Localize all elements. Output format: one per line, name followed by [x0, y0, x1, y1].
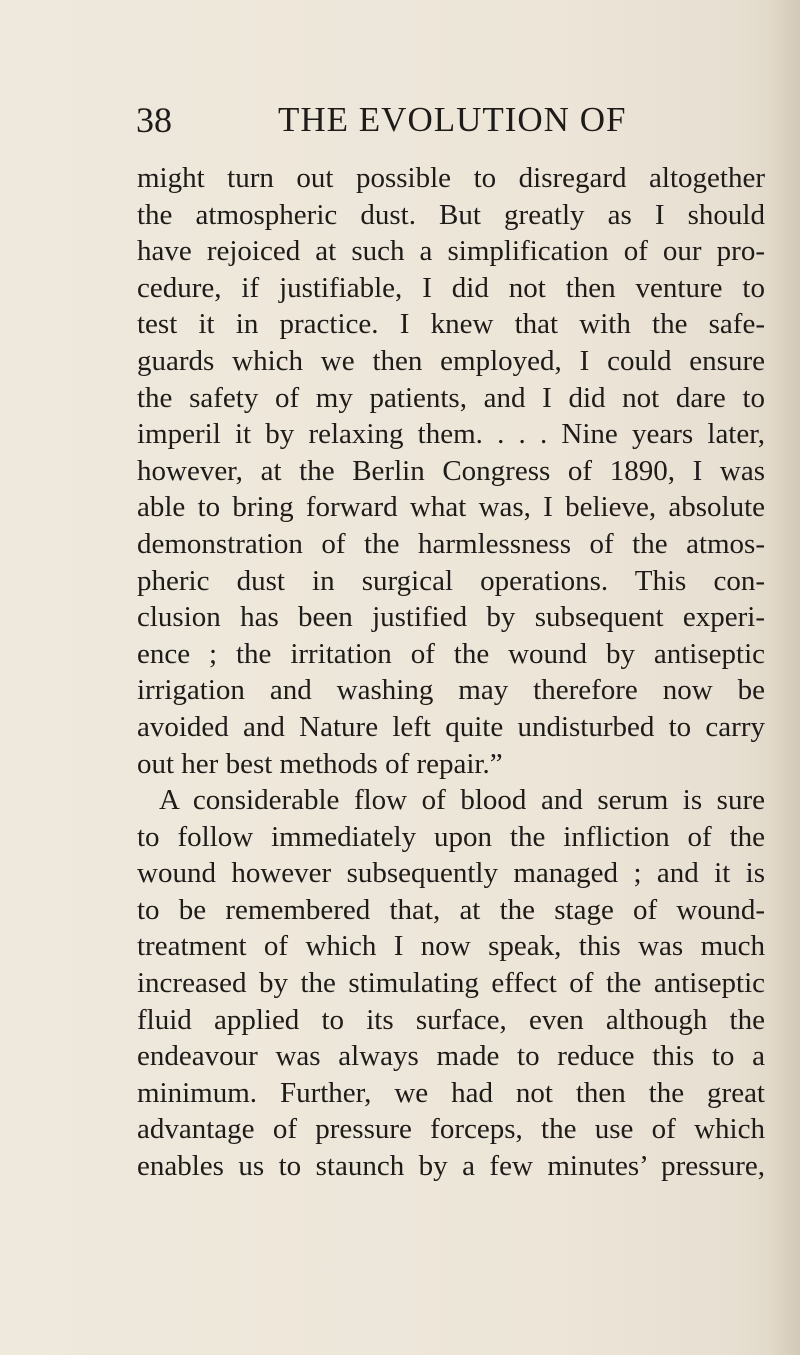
text-line: have rejoiced at such a simplification of our pro- [137, 235, 765, 268]
text-line: avoided and Nature left quite undisturbed to carry [137, 710, 765, 743]
text-line: endeavour was always made to reduce this to a [137, 1040, 765, 1073]
text-line: demonstration of the harmlessness of the atmos- [137, 527, 765, 560]
text-line: to be remembered that, at the stage of wound- [137, 893, 765, 926]
text-line: the safety of my patients, and I did not dare to [137, 381, 765, 414]
text-line: minimum. Further, we had not then the great [137, 1076, 765, 1109]
text-line: imperil it by relaxing them. . . . Nine years later, [137, 418, 765, 451]
text-line-paragraph-end: out her best methods of repair.” [137, 747, 503, 780]
text-line: advantage of pressure forceps, the use of which [137, 1113, 765, 1146]
text-line: irrigation and washing may therefore now be [137, 674, 765, 707]
text-line: might turn out possible to disregard altogether [137, 162, 765, 194]
text-line: treatment of which I now speak, this was much [137, 930, 765, 963]
text-line: to follow immediately upon the infliction of the [137, 820, 765, 853]
text-line: able to bring forward what was, I believe, absolute [137, 491, 765, 524]
text-line: cedure, if justifiable, I did not then venture to [137, 271, 765, 304]
text-line: enables us to staunch by a few minutes’ pressure, [137, 1150, 765, 1183]
text-line-paragraph-start: A considerable flow of blood and serum is sure [159, 784, 765, 817]
text-line: clusion has been justified by subsequent experi- [137, 601, 765, 634]
text-line: ence ; the irritation of the wound by antiseptic [137, 637, 765, 670]
page-number: 38 [136, 100, 172, 140]
text-line: guards which we then employed, I could ensure [137, 344, 765, 377]
text-line: increased by the stimulating effect of the antiseptic [137, 967, 765, 1000]
text-line: test it in practice. I knew that with the safe- [137, 308, 765, 341]
text-line: however, at the Berlin Congress of 1890, I was [137, 454, 765, 487]
text-line: pheric dust in surgical operations. This con- [137, 564, 765, 597]
text-line: the atmospheric dust. But greatly as I should [137, 198, 765, 231]
text-line: wound however subsequently managed ; and it is [137, 857, 765, 890]
text-line: fluid applied to its surface, even although the [137, 1003, 765, 1036]
body-text [137, 160, 765, 1185]
running-head: THE EVOLUTION OF [278, 100, 627, 139]
page-edge-shadow [770, 0, 800, 1355]
page-header [0, 86, 800, 146]
